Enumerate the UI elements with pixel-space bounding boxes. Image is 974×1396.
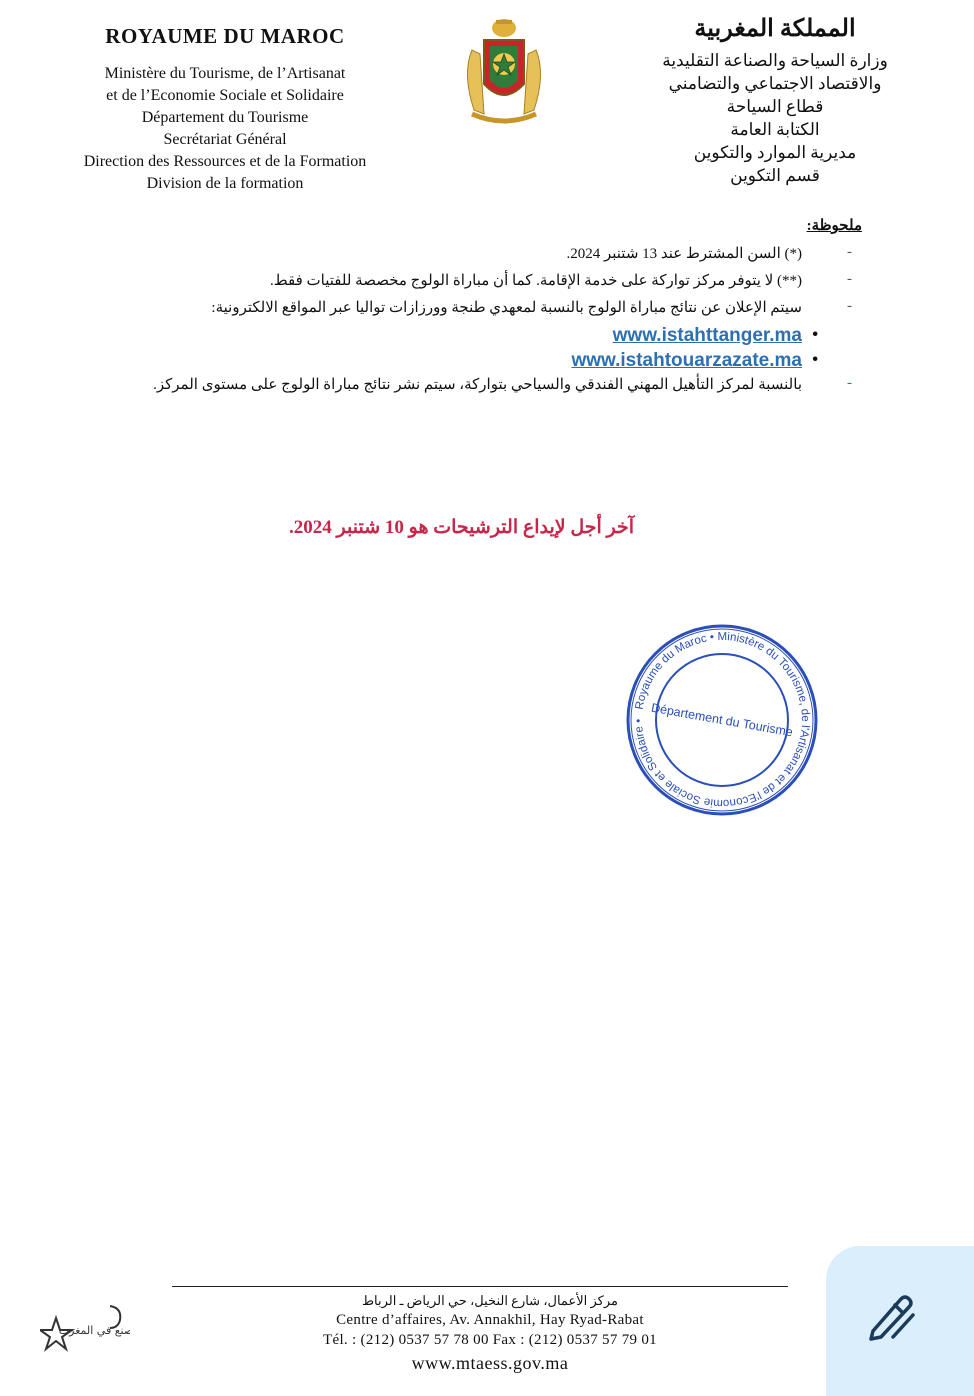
footer-address-fr: Centre d’affaires, Av. Annakhil, Hay Ryad-Rabat xyxy=(336,1312,644,1328)
footer-address-ar: مركز الأعمال، شارع النخيل، حي الرياض ـ الرباط xyxy=(362,1293,618,1308)
pen-edit-icon xyxy=(865,1289,919,1343)
country-name-ar: المملكة المغربية xyxy=(694,16,856,42)
footer-website: www.mtaess.gov.ma xyxy=(411,1353,569,1373)
official-stamp-icon xyxy=(622,622,822,818)
stamp-outer-text: Royaume du Maroc • Ministère du Tourisme, de l'Artisanat et de l'Economie Sociale et Solidaire • xyxy=(632,630,812,810)
direction-line-ar: مديرية الموارد والتكوين xyxy=(693,143,857,162)
bullet-dot: • xyxy=(812,326,818,343)
stamp-inner-text: Département du Tourisme xyxy=(650,700,794,740)
note-item xyxy=(566,244,852,263)
ministry-line-2: et de l’Economie Sociale et Solidaire xyxy=(106,87,344,104)
country-name-fr: ROYAUME DU MAROC xyxy=(105,24,345,48)
made-in-morocco-logo xyxy=(40,1300,130,1356)
svg-text:صنع في المغرب: صنع في المغرب xyxy=(58,1324,130,1337)
secretariat-line: Secrétariat Général xyxy=(163,131,287,148)
secretariat-line-ar: الكتابة العامة xyxy=(730,120,820,139)
note-text: (**) لا يتوفر مركز تواركة على خدمة الإقامة. كما أن مباراة الولوج مخصصة للفتيات فقط. xyxy=(270,273,802,289)
footer-divider xyxy=(172,1286,788,1287)
link-istahtouarzazate[interactable] xyxy=(571,350,818,372)
header-ar xyxy=(640,14,910,187)
dash-bullet: - xyxy=(847,298,852,314)
note-item xyxy=(211,298,852,317)
direction-line: Direction des Ressources et de la Formation xyxy=(83,153,367,170)
division-line: Division de la formation xyxy=(146,175,304,192)
edit-button[interactable] xyxy=(826,1246,974,1396)
ministry-line-ar-2: والاقتصاد الاجتماعي والتضامني xyxy=(668,74,882,93)
note-item xyxy=(270,271,852,290)
dash-bullet: - xyxy=(847,375,852,391)
notes-title: ملحوظة: xyxy=(806,218,862,234)
ministry-line-ar-1: وزارة السياحة والصناعة التقليدية xyxy=(662,51,888,70)
dash-bullet: - xyxy=(847,244,852,260)
footer-phone: Tél. : (212) 0537 57 78 00 Fax : (212) 0537 57 79 01 xyxy=(323,1332,657,1348)
link-text[interactable]: www.istahtouarzazate.ma xyxy=(571,350,802,371)
deadline-text: آخر أجل لإيداع الترشيحات هو 10 شتنبر 2024. xyxy=(289,517,634,538)
dash-bullet: - xyxy=(847,271,852,287)
note-item xyxy=(153,375,852,394)
sector-line-ar: قطاع السياحة xyxy=(726,97,824,116)
department-line: Département du Tourisme xyxy=(141,109,309,126)
division-line-ar: قسم التكوين xyxy=(730,166,820,185)
header-fr xyxy=(60,24,390,195)
note-text: (*) السن المشترط عند 13 شتنبر 2024. xyxy=(566,246,802,262)
bullet-dot: • xyxy=(812,351,818,368)
footer xyxy=(290,1292,690,1376)
link-text[interactable]: www.istahttanger.ma xyxy=(612,325,802,346)
coat-of-arms-icon xyxy=(452,14,556,130)
note-text: بالنسبة لمركز التأهيل المهني الفندقي والسياحي بتواركة، سيتم نشر نتائج مباراة الولوج على مستوى المركز. xyxy=(153,377,802,393)
ministry-line-1: Ministère du Tourisme, de l’Artisanat xyxy=(104,65,346,82)
link-istahttanger[interactable] xyxy=(612,325,818,347)
note-text: سيتم الإعلان عن نتائج مباراة الولوج بالنسبة لمعهدي طنجة وورزازات تواليا عبر المواقع الالكترونية: xyxy=(211,300,802,316)
